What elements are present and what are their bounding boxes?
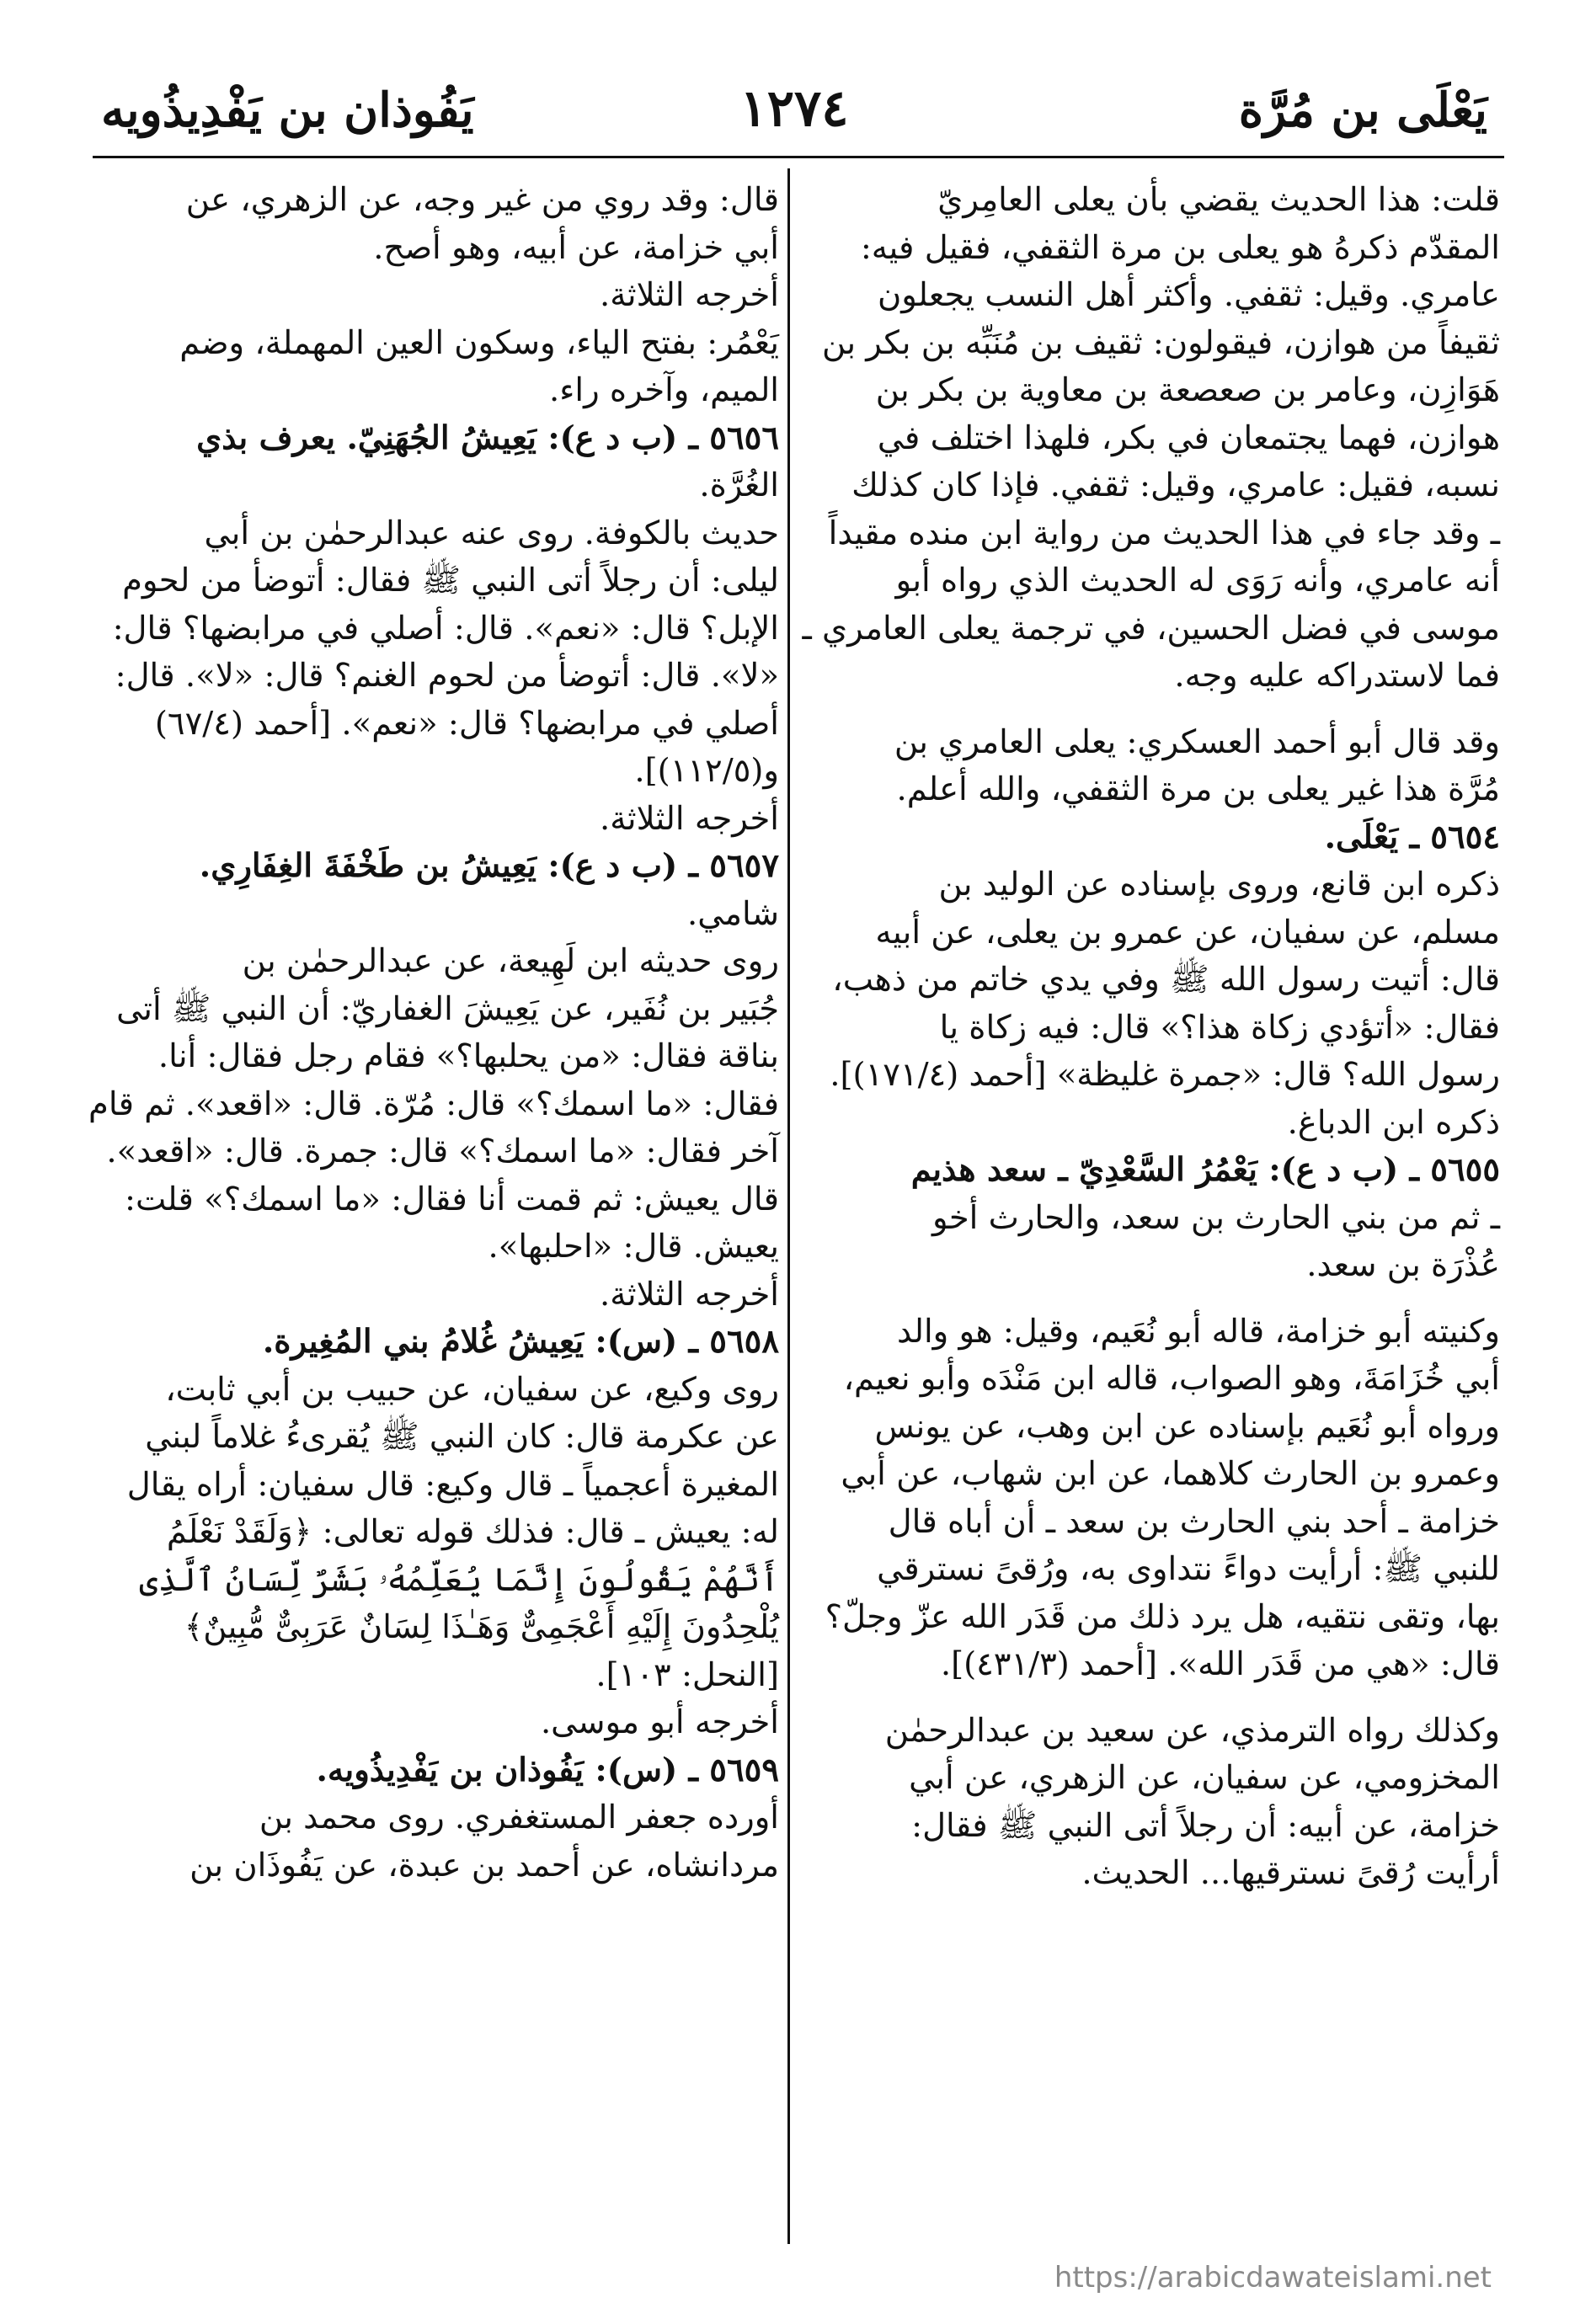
running-title-left: يَفُوذان بن يَفْدِيذُويه bbox=[101, 83, 474, 138]
text-line: فقال: «ما اسمك؟» قال: مُرّة. قال: «اقعد». ثم قام bbox=[88, 1085, 779, 1123]
text-line: الإبل؟ قال: «نعم». قال: أصلي في مرابضها؟ قال: bbox=[112, 609, 779, 648]
text-line: يُلْحِدُونَ إِلَيْهِ أَعْجَمِىٌّ وَهَـٰذَا لِسَانٌ عَرَبِىٌّ مُّبِينٌ﴾ bbox=[184, 1608, 779, 1646]
text-line: حديث بالكوفة. روى عنه عبدالرحمٰن بن أبي bbox=[204, 514, 779, 552]
paragraph-gap bbox=[826, 1689, 1500, 1708]
text-line: أخرجه الثلاثة. bbox=[599, 799, 779, 838]
entry-heading: ٥٦٥٩ ـ (س): يَفُوذان بن يَفْدِيذُويه. bbox=[316, 1751, 779, 1789]
text-line: جُبَير بن نُفَير، عن يَعِيشَ الغفاريّ: أن النبي ﷺ أتى bbox=[116, 989, 779, 1028]
text-line: أخرجه الثلاثة. bbox=[599, 276, 779, 314]
text-line: قلت: هذا الحديث يقضي بأن يعلى العامِريّ bbox=[937, 181, 1500, 219]
text-line: الغُرَّة. bbox=[699, 466, 779, 504]
text-line: قال: أتيت رسول الله ﷺ وفي يدي خاتم من ذهب، bbox=[832, 961, 1500, 999]
text-line: أبي خزامة، عن أبيه، وهو أصح. bbox=[373, 228, 779, 267]
paragraph-gap bbox=[826, 701, 1500, 719]
text-line: خزامة، عن أبيه: أن رجلاً أتى النبي ﷺ فقال: bbox=[911, 1806, 1500, 1845]
text-line: للنبي ﷺ: أرأيت دواءً نتداوى به، ورُقىً نسترقي bbox=[877, 1550, 1500, 1588]
text-line: بناقة فقال: «من يحلبها؟» فقام رجل فقال: أنا. bbox=[157, 1037, 779, 1075]
text-line: ـ ثم من بني الحارث بن سعد، والحارث أخو bbox=[931, 1198, 1500, 1237]
text-line: الميم، وآخره راء. bbox=[549, 371, 779, 409]
column-divider bbox=[787, 168, 790, 2244]
entry-heading: ٥٦٥٧ ـ (ب د ع): يَعِيشُ بن طَخْفَةَ الغِفَارِي. bbox=[199, 847, 779, 885]
entry-heading: ٥٦٥٤ ـ يَعْلَى. bbox=[1324, 818, 1500, 856]
text-line: روى وكيع، عن سفيان، عن حبيب بن أبي ثابت، bbox=[165, 1370, 779, 1409]
header-rule bbox=[93, 156, 1504, 158]
text-line: أنه عامري، وأنه رَوَى له الحديث الذي رواه أبو bbox=[895, 562, 1500, 600]
text-line: وقد قال أبو أحمد العسكري: يعلى العامري بن bbox=[894, 722, 1500, 761]
text-line: أصلي في مرابضها؟ قال: «نعم». [أحمد (٦٧/٤) bbox=[154, 704, 779, 743]
text-line: «لا». قال: أتوضأ من لحوم الغنم؟ قال: «لا». قال: bbox=[115, 657, 779, 695]
text-line: عُذْرَة بن سعد. bbox=[1306, 1246, 1500, 1284]
text-line: ليلى: أن رجلاً أتى النبي ﷺ فقال: أتوضأ من لحوم bbox=[122, 562, 779, 600]
text-line: هَوَازِن، وعامر بن صعصعة بن معاوية بن بكر بن bbox=[875, 371, 1500, 409]
paragraph-gap bbox=[826, 1290, 1500, 1309]
text-line: [النحل: ١٠٣]. bbox=[595, 1655, 779, 1694]
text-line: وكنيته أبو خزامة، قاله أبو نُعَيم، وقيل: هو والد bbox=[897, 1312, 1500, 1351]
text-line: يعيش. قال: «احلبها». bbox=[488, 1228, 779, 1266]
text-line: قال: وقد روي من غير وجه، عن الزهري، عن bbox=[185, 181, 779, 219]
text-line: مسلم، عن سفيان، عن عمرو بن يعلى، عن أبيه bbox=[875, 913, 1500, 951]
text-line: المخزومي، عن سفيان، عن الزهري، عن أبي bbox=[909, 1759, 1500, 1797]
text-line: رسول الله؟ قال: «جمرة غليظة» [أحمد (١٧١/٤)]. bbox=[830, 1056, 1500, 1094]
text-line: ذكره ابن قانع، وروى بإسناده عن الوليد بن bbox=[938, 866, 1500, 903]
text-line: و(١١٢/٥)]. bbox=[634, 752, 779, 790]
text-line: ذكره ابن الدباغ. bbox=[1287, 1103, 1500, 1142]
text-line: شامي. bbox=[687, 894, 779, 933]
text-line: ورواه أبو نُعَيم بإسناده عن ابن وهب، عن يونس bbox=[874, 1407, 1500, 1446]
text-line: المغيرة أعجمياً ـ قال وكيع: قال سفيان: أراه يقال bbox=[126, 1465, 779, 1504]
text-line: روى حديثه ابن لَهِيعة، عن عبدالرحمٰن بن bbox=[242, 942, 779, 980]
text-line: آخر فقال: «ما اسمك؟» قال: جمرة. قال: «اقعد». bbox=[106, 1133, 779, 1170]
right-column bbox=[802, 177, 1500, 1898]
text-line: فقال: «أتؤدي زكاة هذا؟» قال: فيه زكاة يا bbox=[939, 1008, 1500, 1047]
text-line: أَنَّهُمْ يَقُولُونَ إِنَّمَا يُعَلِّمُهُۥ بَشَرٌ لِّسَانُ ٱلَّذِى bbox=[139, 1560, 779, 1599]
entry-heading: ٥٦٥٥ ـ (ب د ع): يَعْمُرُ السَّعْدِيّ ـ سعد هذيم bbox=[910, 1151, 1500, 1189]
text-line: قال: «هي من قَدَر الله». [أحمد (٤٣١/٣)]. bbox=[940, 1645, 1500, 1683]
text-line: وكذلك رواه الترمذي، عن سعيد بن عبدالرحمٰن bbox=[884, 1711, 1500, 1750]
text-line: يَعْمُر: بفتح الياء، وسكون العين المهملة، وضم bbox=[179, 323, 779, 362]
text-line: مُرَّة هذا غير يعلى بن مرة الثقفي، والله أعلم. bbox=[896, 770, 1500, 808]
text-line: ـ وقد جاء في هذا الحديث من رواية ابن منده مقيداً bbox=[828, 514, 1500, 552]
text-line: له: يعيش ـ قال: فذلك قوله تعالى: ﴿وَلَقَدْ نَعْلَمُ bbox=[166, 1513, 779, 1551]
left-column bbox=[88, 177, 779, 1890]
text-line: أخرجه أبو موسى. bbox=[540, 1703, 779, 1741]
text-line: عن عكرمة قال: كان النبي ﷺ يُقرىءُ غلاماً لبني bbox=[145, 1418, 779, 1456]
page-number: ١٢٧٤ bbox=[739, 79, 849, 138]
text-line: نسبه، فقيل: عامري، وقيل: ثقفي. فإذا كان كذلك bbox=[851, 466, 1500, 504]
text-line: فما لاستدراكه عليه وجه. bbox=[1174, 657, 1500, 695]
text-line: المقدّم ذكرهُ هو يعلى بن مرة الثقفي، فقيل فيه: bbox=[860, 228, 1500, 267]
text-line: أرأيت رُقىً نسترقيها... الحديث. bbox=[1081, 1854, 1500, 1892]
page-header bbox=[101, 74, 1487, 150]
text-line: موسى في فضل الحسين، في ترجمة يعلى العامري ـ bbox=[802, 609, 1500, 648]
text-line: قال يعيش: ثم قمت أنا فقال: «ما اسمك؟» قلت: bbox=[125, 1180, 779, 1218]
running-title-right: يَعْلَى بن مُرَّة bbox=[1238, 83, 1487, 138]
text-line: هوازن، فهما يجتمعان في بكر، فلهذا اختلف في bbox=[877, 418, 1500, 457]
entry-heading: ٥٦٥٨ ـ (س): يَعِيشُ غُلامُ بني المُغِيرة. bbox=[262, 1323, 779, 1361]
text-line: أبي خُزَامَةَ، وهو الصواب، قاله ابن مَنْدَه وأبو نعيم، bbox=[843, 1360, 1500, 1398]
text-line: أخرجه الثلاثة. bbox=[599, 1275, 779, 1314]
text-line: وعمرو بن الحارث كلاهما، عن ابن شهاب، عن أبي bbox=[841, 1455, 1500, 1493]
text-line: عامري. وقيل: ثقفي. وأكثر أهل النسب يجعلون bbox=[878, 276, 1500, 314]
text-line: بها، وتقى نتقيه، هل يرد ذلك من قَدَر الله عزّ وجلّ؟ bbox=[825, 1597, 1500, 1636]
entry-heading: ٥٦٥٦ ـ (ب د ع): يَعِيشُ الجُهَنِيّ. يعرف بذي bbox=[196, 418, 779, 457]
text-line: أورده جعفر المستغفري. روى محمد بن bbox=[259, 1799, 779, 1836]
watermark-url: https://arabicdawateislami.net bbox=[1054, 2261, 1492, 2295]
text-line: ثقيفاً من هوازن، فيقولون: ثقيف بن مُنَبِّه بن بكر بن bbox=[822, 323, 1500, 362]
text-line: مردانشاه، عن أحمد بن عبدة، عن يَفُوذَان بن bbox=[189, 1846, 779, 1884]
text-line: خزامة ـ أحد بني الحارث بن سعد ـ أن أباه قال bbox=[888, 1502, 1500, 1541]
